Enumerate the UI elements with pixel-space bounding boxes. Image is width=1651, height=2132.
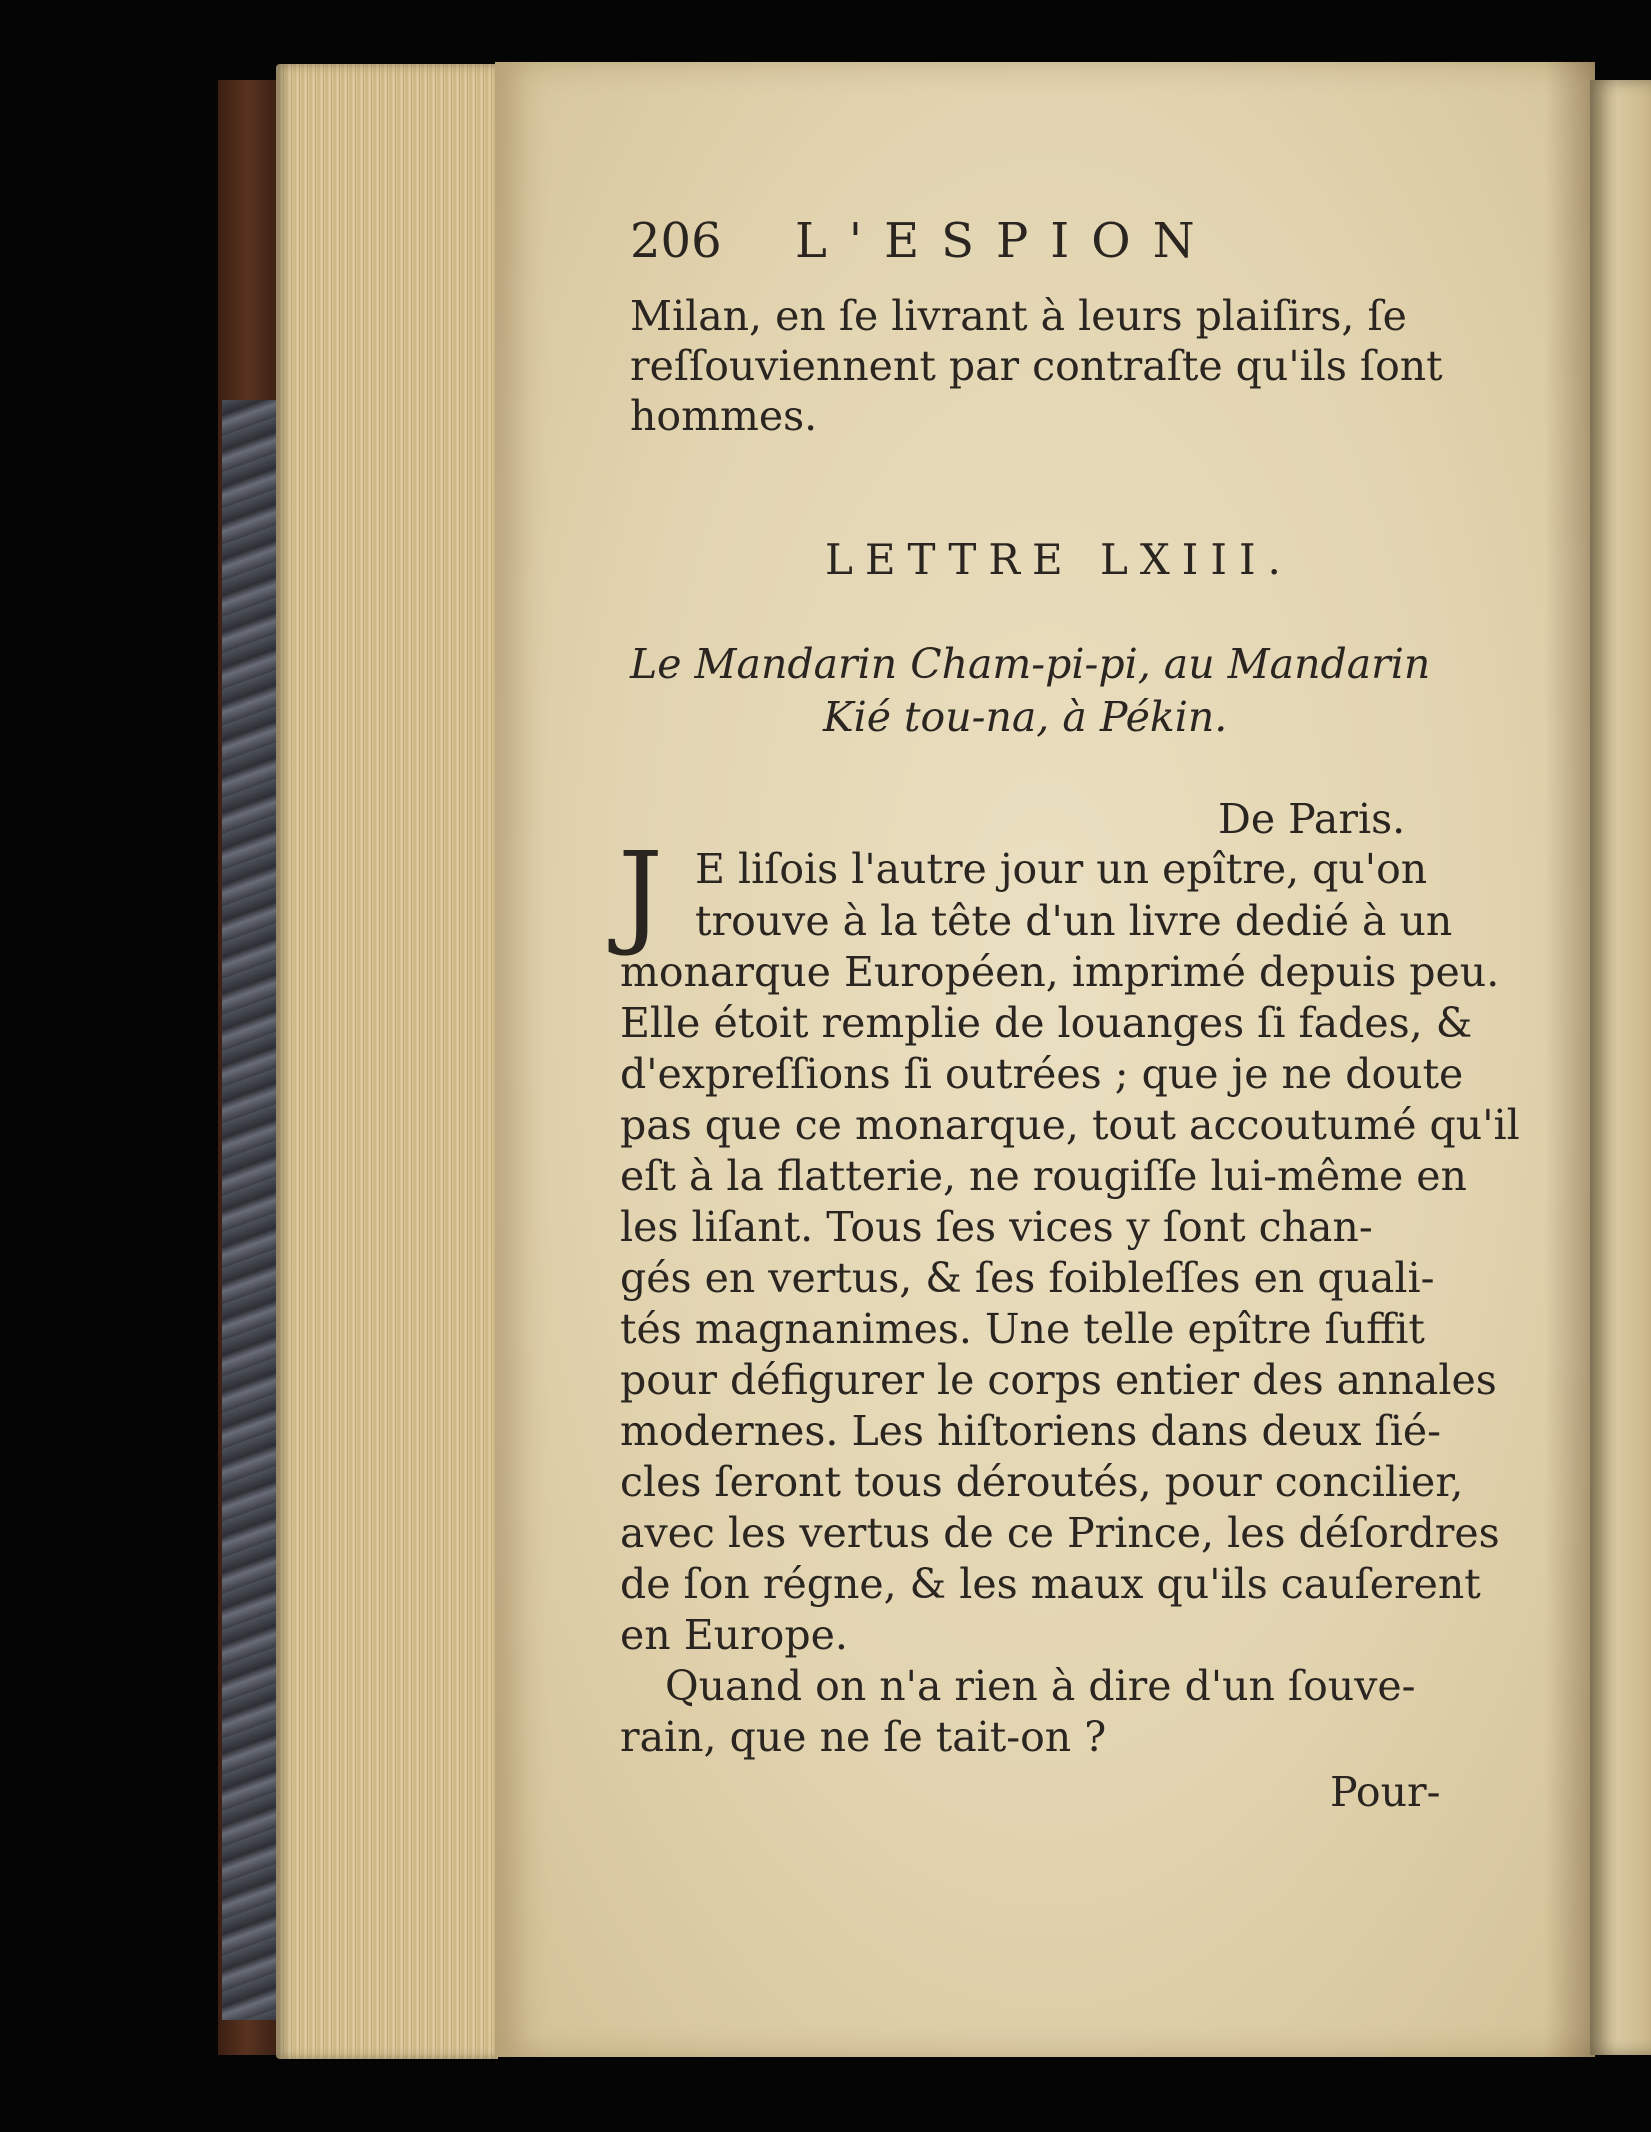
page-edges <box>276 64 498 2059</box>
body-line: pas que ce monarque, tout accoutumé qu'il <box>620 1101 1520 1149</box>
body-line: eſt à la flatterie, ne rougiſſe lui-même en <box>620 1152 1467 1200</box>
body-line: pour défigurer le corps entier des annales <box>620 1356 1497 1404</box>
body-line: en Europe. <box>620 1611 848 1659</box>
letter-heading: LETTRE LXIII. <box>825 535 1293 584</box>
address-line: Le Mandarin Cham-pi-pi, au Mandarin <box>630 640 1431 688</box>
body-line: modernes. Les hiſtoriens dans deux ſié- <box>620 1407 1441 1455</box>
marbled-endpaper <box>222 400 284 2020</box>
catchword: Pour- <box>1330 1768 1441 1816</box>
dateline: De Paris. <box>1218 795 1406 843</box>
body-line: hommes. <box>630 392 818 440</box>
body-line: tés magnanimes. Une telle epître ſuffit <box>620 1305 1425 1353</box>
body-line: les liſant. Tous ſes vices y ſont chan- <box>620 1203 1373 1251</box>
body-line: reſſouviennent par contraſte qu'ils ſont <box>630 342 1443 390</box>
body-line: monarque Européen, imprimé depuis peu. <box>620 948 1500 996</box>
body-line: d'expreſſions ſi outrées ; que je ne doute <box>620 1050 1464 1098</box>
address-line: Kié tou-na, à Pékin. <box>823 693 1228 741</box>
body-line: gés en vertus, & ſes foibleſſes en quali- <box>620 1254 1435 1302</box>
body-line: Elle étoit remplie de louanges ſi fades, & <box>620 999 1473 1047</box>
body-line: rain, que ne ſe tait-on ? <box>620 1713 1107 1761</box>
page-number: 206 <box>630 213 722 269</box>
gutter-shadow <box>1545 62 1595 2057</box>
body-line: de ſon régne, & les maux qu'ils cauſerent <box>620 1560 1481 1608</box>
body-line: cles ſeront tous déroutés, pour concilier, <box>620 1458 1464 1506</box>
body-line: Milan, en ſe livrant à leurs plaiſirs, ſe <box>630 292 1407 340</box>
body-line: avec les vertus de ce Prince, les déſordres <box>620 1509 1500 1557</box>
drop-cap: J <box>618 829 663 959</box>
body-line: E liſois l'autre jour un epître, qu'on <box>695 845 1428 893</box>
body-line: Quand on n'a rien à dire d'un ſouve- <box>665 1662 1416 1710</box>
body-line: trouve à la tête d'un livre dedié à un <box>695 897 1453 945</box>
running-title: L'ESPION <box>795 213 1217 269</box>
facing-page-edge <box>1590 80 1651 2055</box>
